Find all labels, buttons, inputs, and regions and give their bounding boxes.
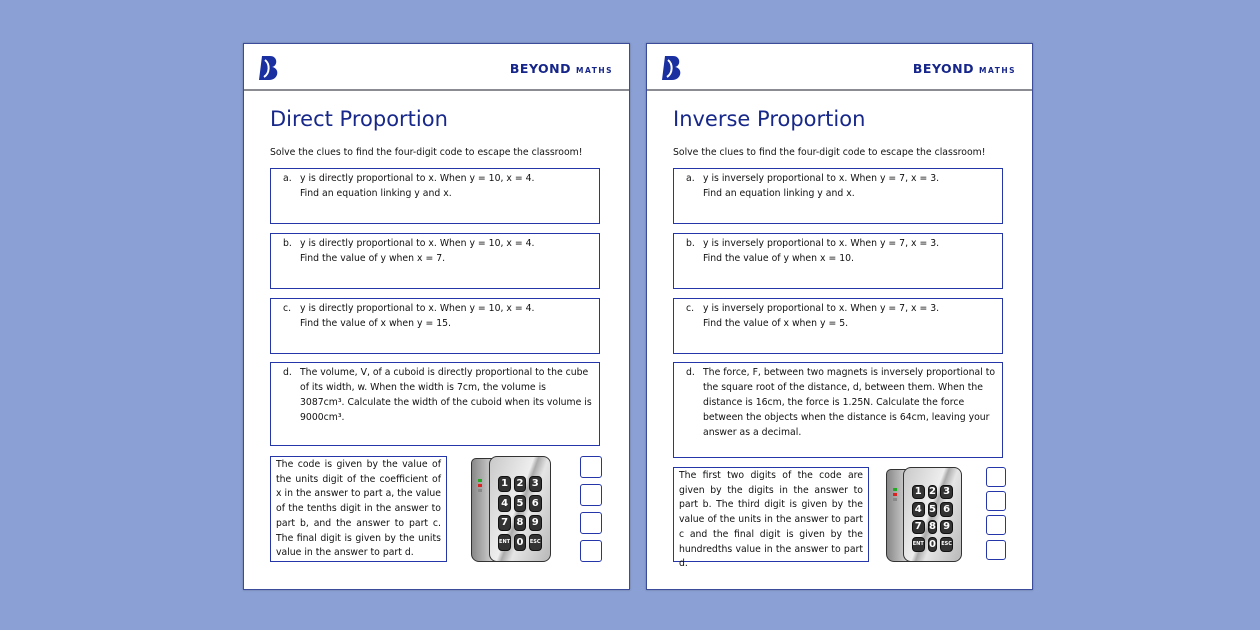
keypad-key: 2 bbox=[514, 476, 526, 492]
question-label: d. bbox=[283, 367, 292, 378]
keypad-face bbox=[903, 467, 962, 562]
code-digit-box-1[interactable] bbox=[580, 456, 602, 478]
keypad-key: ESC bbox=[940, 537, 953, 552]
question-text: y is directly proportional to x. When y = 10, x = 4. Find the value of x when y = 15. bbox=[300, 303, 535, 329]
question-box-b[interactable] bbox=[673, 233, 1003, 289]
brand-name-text: BEYOND bbox=[509, 61, 572, 76]
beyond-logo-icon bbox=[258, 55, 280, 81]
question-text: y is directly proportional to x. When y = 10, x = 4. Find an equation linking y and x. bbox=[300, 173, 535, 199]
led-indicator bbox=[893, 493, 897, 496]
instructions: Solve the clues to find the four-digit code to escape the classroom! bbox=[270, 147, 583, 158]
question-text: y is directly proportional to x. When y = 10, x = 4. Find the value of y when x = 7. bbox=[300, 238, 535, 264]
brand-name-text: BEYOND bbox=[912, 61, 975, 76]
code-digit-box-2[interactable] bbox=[986, 491, 1006, 511]
keypad-key: 7 bbox=[498, 515, 511, 531]
question-text: The force, F, between two magnets is inversely proportional to the square root of the distance, d, between them. When the distance is 16cm, the force is 1.25N. Calculate the force between the objects when the distance is 64cm, leaving your answer as a decimal. bbox=[703, 367, 996, 438]
question-text: y is inversely proportional to x. When y = 7, x = 3. Find the value of x when y = 5. bbox=[703, 303, 940, 329]
question-box-a[interactable] bbox=[270, 168, 600, 224]
question-text: y is inversely proportional to x. When y = 7, x = 3. Find an equation linking y and x. bbox=[703, 173, 940, 199]
keypad-key: 0 bbox=[929, 538, 936, 550]
question-label: b. bbox=[686, 238, 695, 249]
keypad-key: 5 bbox=[514, 495, 526, 511]
keypad-key: 3 bbox=[940, 485, 953, 499]
brand-name bbox=[510, 61, 613, 76]
question-text: The volume, V, of a cuboid is directly proportional to the cube of its width, w. When the width is 7cm, the volume is 3087cm³. Calculate the width of the cuboid when its volume is 9000cm³. bbox=[300, 367, 592, 423]
keypad-key: 6 bbox=[529, 495, 542, 511]
led-indicator bbox=[478, 484, 482, 487]
code-digit-box-1[interactable] bbox=[986, 467, 1006, 487]
led-indicator bbox=[478, 489, 482, 492]
page-title: Direct Proportion bbox=[270, 107, 448, 131]
question-label: c. bbox=[686, 303, 695, 314]
keypad-face bbox=[489, 456, 551, 562]
keypad-keys bbox=[498, 476, 541, 551]
keypad-key: 3 bbox=[529, 476, 542, 492]
worksheet-inverse-proportion bbox=[646, 43, 1033, 590]
keypad-keys bbox=[912, 485, 953, 552]
page-header bbox=[647, 44, 1032, 91]
beyond-logo-icon bbox=[661, 55, 683, 81]
keypad-key: 4 bbox=[498, 495, 511, 511]
keypad-image bbox=[886, 467, 962, 562]
keypad-image bbox=[471, 456, 551, 562]
code-digit-box-4[interactable] bbox=[986, 540, 1006, 560]
keypad-key: 0 bbox=[514, 534, 526, 550]
keypad-key: 1 bbox=[498, 476, 511, 492]
brand-sub-text: MATHS bbox=[979, 66, 1016, 75]
question-box-c[interactable] bbox=[673, 298, 1003, 354]
question-box-a[interactable] bbox=[673, 168, 1003, 224]
code-instructions: The code is given by the value of the units digit of the coefficient of x in the answer to part a, the value of the tenths digit in the answer to part b, and the answer to part c. The final digit is given by the units value in the answer to part d. bbox=[270, 456, 447, 562]
code-digit-box-2[interactable] bbox=[580, 484, 602, 506]
question-label: d. bbox=[686, 367, 695, 378]
worksheet-direct-proportion bbox=[243, 43, 630, 590]
question-box-d[interactable] bbox=[673, 362, 1003, 458]
led-indicator bbox=[478, 479, 482, 482]
keypad-key: 4 bbox=[912, 502, 925, 516]
keypad-key: 6 bbox=[940, 502, 953, 516]
code-digit-box-3[interactable] bbox=[986, 515, 1006, 535]
keypad-key: ESC bbox=[529, 534, 542, 550]
keypad-key: 9 bbox=[940, 520, 953, 534]
question-label: a. bbox=[686, 173, 695, 184]
question-box-b[interactable] bbox=[270, 233, 600, 289]
instructions: Solve the clues to find the four-digit code to escape the classroom! bbox=[673, 147, 986, 158]
brand-name bbox=[913, 61, 1016, 76]
code-digit-box-3[interactable] bbox=[580, 512, 602, 534]
keypad-key: 2 bbox=[929, 486, 936, 498]
question-label: b. bbox=[283, 238, 292, 249]
keypad-key: 8 bbox=[929, 521, 936, 533]
brand-sub-text: MATHS bbox=[576, 66, 613, 75]
question-box-c[interactable] bbox=[270, 298, 600, 354]
keypad-leds bbox=[893, 488, 897, 503]
question-label: c. bbox=[283, 303, 292, 314]
question-label: a. bbox=[283, 173, 292, 184]
keypad-key: 1 bbox=[912, 485, 925, 499]
keypad-key: 5 bbox=[929, 503, 936, 515]
keypad-key: ENT bbox=[498, 534, 511, 550]
keypad-key: 8 bbox=[514, 515, 526, 531]
code-instructions: The first two digits of the code are given by the digits in the answer to part b. The third digit is given by the value of the units in the answer to part c and the final digit is given by the hundredths value in the answer to part d. bbox=[673, 467, 869, 562]
page-title: Inverse Proportion bbox=[673, 107, 866, 131]
keypad-leds bbox=[478, 479, 482, 494]
keypad-key: ENT bbox=[912, 537, 925, 552]
led-indicator bbox=[893, 498, 897, 501]
question-text: y is inversely proportional to x. When y = 7, x = 3. Find the value of y when x = 10. bbox=[703, 238, 940, 264]
led-indicator bbox=[893, 488, 897, 491]
page-header bbox=[244, 44, 629, 91]
keypad-key: 9 bbox=[529, 515, 542, 531]
code-digit-box-4[interactable] bbox=[580, 540, 602, 562]
question-box-d[interactable] bbox=[270, 362, 600, 446]
keypad-key: 7 bbox=[912, 520, 925, 534]
